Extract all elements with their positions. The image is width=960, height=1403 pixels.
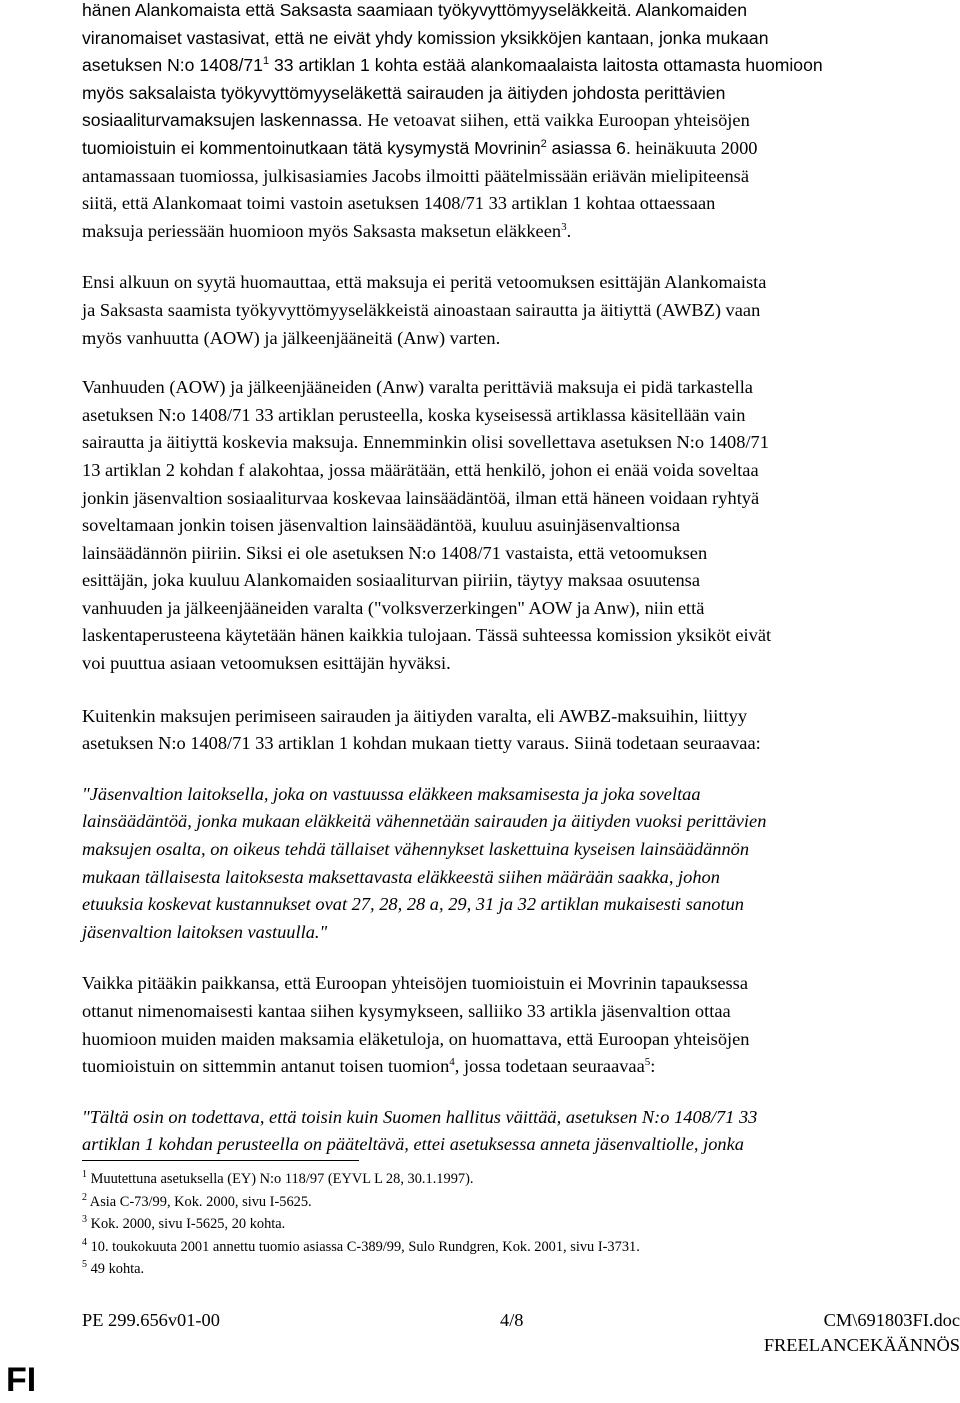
text-line: maksujen osalta, on oikeus tehdä tällaiset vähennykset laskettuina kyseisen lainsäädännön: [82, 839, 750, 860]
text-line: lainsäädäntöä, jonka mukaan eläkkeitä vähennetään sairauden ja äitiyden vuoksi perittävien: [82, 811, 767, 832]
text-line: vanhuuden ja jälkeenjääneiden varalta ("volksverzerkingen" AOW ja Anw), niin että: [82, 597, 705, 618]
text-line: maksuja periessään huomioon myös Saksasta maksetun eläkkeen$^3$.: [82, 220, 572, 241]
text-line: "Jäsenvaltion laitoksella, joka on vastuussa eläkkeen maksamisesta ja joka soveltaa: [82, 783, 701, 804]
footnote-ref[interactable]: 1: [262, 55, 270, 68]
paragraph-4: [82, 703, 940, 758]
text-line: lainsäädännön piiriin. Siksi ei ole asetuksen N:o 1408/71 vastaista, että vetoomuksen: [82, 542, 708, 563]
footnote-2: $^2$ Asia C-73/99, Kok. 2000, sivu I-5625.: [82, 1191, 312, 1210]
paragraph-1: [82, 0, 940, 245]
text-line: voi puuttua asiaan vetoomuksen esittäjän hyväksi.: [82, 653, 451, 674]
paragraph-3: [82, 374, 940, 678]
footnote-separator: [82, 1160, 359, 1161]
text-line: soveltamaan jonkin toisen jäsenvaltion lainsäädäntöä, kuuluu asuinjäsenvaltionsa: [82, 515, 681, 536]
text-line: mukaan tällaisesta laitoksesta maksettavasta eläkkeestä siihen määrään saakka, johon: [82, 866, 720, 887]
paragraph-2: [82, 269, 940, 352]
text-line: sairautta ja äitiyttä koskevia maksuja. Ennemminkin olisi sovellettava asetuksen N:o 1408/71: [82, 432, 769, 453]
document-page: [82, 0, 940, 1159]
text-line: tuomioistuin on sittemmin antanut toisen tuomion$^4$, jossa todetaan seuraavaa$^5$:: [82, 1056, 656, 1077]
footer-document-reference: PE 299.656v01-00: [82, 1310, 220, 1330]
text-line: asetuksen N:o $1408/71^1$ 33 artiklan 1 kohta estää alankomaalaista laitosta ottamasta huomioon: [82, 55, 823, 76]
text-line: Vanhuuden (AOW) ja jälkeenjääneiden (Anw) varalta perittäviä maksuja ei pidä tarkastella: [82, 377, 753, 398]
footnotes: [82, 1168, 640, 1281]
paragraph-5: [82, 970, 940, 1080]
footnote-4: $^4$ 10. toukokuuta 2001 annettu tuomio asiassa C-389/99, Sulo Rundgren, Kok. 2001, sivu I-3731.: [82, 1236, 640, 1255]
text-line: asetuksen N:o 1408/71 33 artiklan perusteella, koska kyseisessä artiklassa käsitellään vain: [82, 404, 746, 425]
footnote-5: $^5$ 49 kohta.: [82, 1259, 145, 1277]
footer-page-number: 4/8: [500, 1310, 524, 1330]
text-line: Ensi alkuun on syytä huomauttaa, että maksuja ei peritä vetoomuksen esittäjän Alankomaista: [82, 272, 767, 293]
text-line: etuuksia koskevat kustannukset ovat 27, 28, 28 a, 29, 31 ja 32 artiklan mukaisesti sanotun: [82, 894, 744, 915]
footer-file-name: CM\691803FI.doc: [823, 1310, 960, 1330]
text-line: antamassaan tuomiossa, julkisasiamies Jacobs ilmoitti päätelmissään eriävän mielipiteensä: [82, 165, 750, 186]
text-line: jäsenvaltion laitoksen vastuulla.": [82, 921, 328, 942]
quotation-1: [82, 781, 940, 947]
text-line: siitä, että Alankomaat toimi vastoin asetuksen 1408/71 33 artiklan 1 kohtaa ottaessaan: [82, 193, 716, 214]
text-line: viranomaiset vastasivat, että ne eivät yhdy komission yksikköjen kantaan, jonka mukaan: [82, 27, 769, 48]
footnote-ref[interactable]: 3: [561, 220, 567, 233]
text-line: artiklan 1 kohdan perusteella on pääteltävä, ettei asetuksessa anneta jäsenvaltiolle, jonka: [82, 1134, 744, 1155]
quotation-2: [82, 1104, 940, 1159]
footnote-3: $^3$ Kok. 2000, sivu I-5625, 20 kohta.: [82, 1214, 286, 1232]
text-line: myös saksalaista työkyvyttömyyseläkettä sairauden ja äitiyden johdosta perittävien: [82, 82, 726, 103]
text-line: 13 artiklan 2 kohdan f alakohtaa, jossa määrätään, että henkilö, johon ei enää voida soveltaa: [82, 459, 759, 480]
text-line: jonkin jäsenvaltion sosiaaliturvaa koskevaa lainsäädäntöä, ilman että häneen voidaan ryhtyä: [82, 487, 760, 508]
text-line: sosiaaliturvamaksujen laskennassa. He vetoavat siihen, että vaikka Euroopan yhteisöjen: [82, 110, 750, 131]
text-line: huomioon muiden maiden maksamia eläketuloja, on huomattava, että Euroopan yhteisöjen: [82, 1028, 750, 1049]
footnote-1: $^1$ Muutettuna asetuksella (EY) N:o 118/97 (EYVL L 28, 30.1.1997).: [82, 1169, 474, 1187]
text-line: tuomioistuin ei kommentoinutkaan tätä kysymystä Movrinin$^2$ asiassa 6. heinäkuuta 2000: [82, 137, 758, 158]
text-line: Kuitenkin maksujen perimiseen sairauden ja äitiyden varalta, eli AWBZ-maksuihin, liittyy: [82, 705, 748, 726]
text-line: "Tältä osin on todettava, että toisin kuin Suomen hallitus väittää, asetuksen N:o 1408/71 33: [82, 1106, 758, 1127]
text-line: ja Saksasta saamista työkyvyttömyyseläkkeistä ainoastaan sairautta ja äitiyttä (AWBZ) vaan: [82, 299, 761, 320]
text-line: myös vanhuutta (AOW) ja jälkeenjääneitä (Anw) varten.: [82, 327, 501, 348]
text-line: ottanut nimenomaisesti kantaa siihen kysymykseen, salliiko 33 artikla jäsenvaltion ottaa: [82, 1001, 731, 1021]
footer-translation-label: FREELANCEKÄÄNNÖS: [763, 1335, 960, 1355]
text-line: asetuksen N:o 1408/71 33 artiklan 1 kohdan mukaan tietty varaus. Siinä todetaan seuraavaa:: [82, 733, 761, 754]
language-code: FI: [6, 1361, 37, 1399]
footnote-ref[interactable]: 4: [449, 1056, 455, 1069]
footnote-ref[interactable]: 2: [540, 137, 547, 150]
text-line: Vaikka pitääkin paikkansa, että Euroopan yhteisöjen tuomioistuin ei Movrinin tapauksessa: [82, 973, 749, 994]
text-line: hänen Alankomaista että Saksasta saamiaan työkyvyttömyyseläkkeitä. Alankomaiden: [82, 0, 748, 20]
text-line: laskentaperusteena käytetään hänen kaikkia tulojaan. Tässä suhteessa komission yksiköt eivät: [82, 625, 772, 646]
footnote-ref[interactable]: 5: [644, 1056, 651, 1069]
text-line: esittäjän, joka kuuluu Alankomaiden sosiaaliturvan piiriin, täytyy maksaa osuutensa: [82, 570, 700, 591]
